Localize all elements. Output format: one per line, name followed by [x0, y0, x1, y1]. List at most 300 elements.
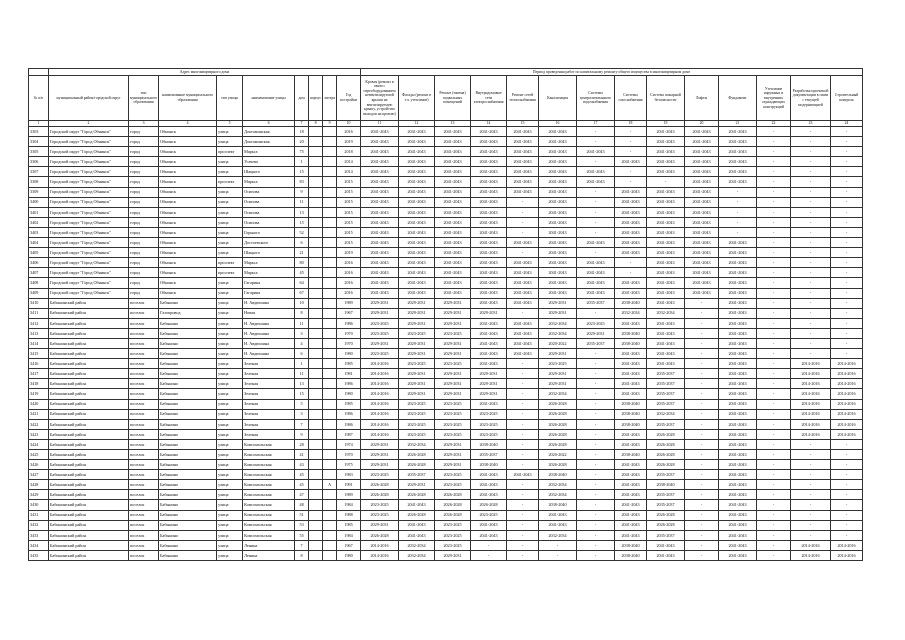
table-cell: 3309	[29, 187, 49, 197]
table-cell: 7	[295, 540, 309, 550]
table-cell: 2029-2031	[399, 298, 435, 308]
table-cell: улица	[217, 137, 243, 147]
table-cell: 28	[295, 439, 309, 449]
table-cell: 2041-2043	[435, 147, 471, 157]
table-row	[29, 167, 863, 177]
column-header: Строительный контроль	[831, 76, 863, 121]
table-cell: 2015	[337, 207, 361, 217]
table-cell: 1	[295, 157, 309, 167]
table-cell: 2026-2028	[539, 399, 577, 409]
table-cell: -	[791, 318, 831, 328]
table-cell: поселок	[129, 328, 159, 338]
table-cell: 2041-2043	[719, 460, 757, 470]
table-row	[29, 227, 863, 237]
table-cell: 7	[295, 419, 309, 429]
table-cell: проспект	[217, 268, 243, 278]
table-cell: Обнинск	[159, 278, 217, 288]
table-row	[29, 308, 863, 318]
table-cell: Маркса	[243, 147, 295, 157]
table-cell: -	[757, 429, 791, 439]
table-cell: 2026-2028	[471, 500, 507, 510]
table-cell: 2029-2031	[399, 480, 435, 490]
table-cell: Н. Авдюшина	[243, 328, 295, 338]
table-cell: Бабынинский район	[49, 359, 129, 369]
table-cell: 2041-2043	[685, 238, 719, 248]
table-cell: 1984	[337, 530, 361, 540]
table-row	[29, 389, 863, 399]
table-cell: 2041-2043	[615, 369, 647, 379]
table-cell	[323, 359, 337, 369]
table-cell: 2029-2031	[399, 369, 435, 379]
table-cell: 41	[295, 450, 309, 460]
table-cell: 2041-2043	[361, 147, 399, 157]
table-cell: 8	[295, 550, 309, 560]
table-cell: Городской округ "Город Обнинск"	[49, 147, 129, 157]
table-cell: 53	[295, 520, 309, 530]
table-cell: -	[831, 248, 863, 258]
table-cell: -	[757, 338, 791, 348]
table-cell: 55	[295, 530, 309, 540]
table-cell: -	[791, 217, 831, 227]
table-cell: 2023-2025	[435, 470, 471, 480]
table-cell: Городской округ "Город Обнинск"	[49, 207, 129, 217]
table-cell: 2026-2028	[399, 450, 435, 460]
table-cell: 2041-2043	[471, 268, 507, 278]
table-cell: 2041-2043	[507, 137, 539, 147]
table-cell: 2035-2037	[647, 399, 685, 409]
table-cell: 1980	[337, 349, 361, 359]
table-cell	[323, 369, 337, 379]
table-cell: -	[791, 167, 831, 177]
table-cell: -	[791, 328, 831, 338]
table-cell	[309, 238, 323, 248]
table-cell: 2029-2031	[435, 369, 471, 379]
table-cell: 3411	[29, 308, 49, 318]
table-cell: поселок	[129, 359, 159, 369]
table-cell: Бабынинский район	[49, 460, 129, 470]
table-cell: 2014-2016	[791, 540, 831, 550]
table-header	[29, 69, 863, 127]
table-cell: -	[757, 550, 791, 560]
table-row	[29, 500, 863, 510]
table-cell: -	[577, 379, 615, 389]
table-cell: -	[831, 127, 863, 137]
table-cell: 2041-2043	[647, 550, 685, 560]
table-cell: -	[831, 490, 863, 500]
table-cell	[323, 197, 337, 207]
column-number: 5	[217, 121, 243, 127]
table-cell: 2029-2031	[435, 460, 471, 470]
table-cell: -	[791, 157, 831, 167]
table-cell	[309, 338, 323, 348]
table-cell: 2041-2043	[361, 278, 399, 288]
table-cell: 51	[295, 510, 309, 520]
table-cell: 2023-2025	[399, 409, 435, 419]
table-cell	[309, 308, 323, 318]
table-cell: 2020-2022	[539, 450, 577, 460]
column-header: Внутридомовые сети электроснабжения	[471, 76, 507, 121]
table-cell: -	[791, 238, 831, 248]
table-cell: Городской округ "Город Обнинск"	[49, 167, 129, 177]
table-cell: Бабынино	[159, 318, 217, 328]
table-cell: 2041-2043	[647, 349, 685, 359]
table-cell: -	[507, 540, 539, 550]
table-cell: 3403	[29, 227, 49, 237]
table-cell: 2041-2043	[507, 127, 539, 137]
table-cell: -	[685, 359, 719, 369]
table-cell	[309, 147, 323, 157]
table-cell: 2015	[337, 217, 361, 227]
table-cell: 2041-2043	[471, 298, 507, 308]
table-cell: поселок	[129, 409, 159, 419]
table-cell: -	[507, 460, 539, 470]
table-cell: 1	[295, 359, 309, 369]
table-cell: -	[577, 409, 615, 419]
table-cell: -	[757, 217, 791, 227]
table-cell: Бабынинский район	[49, 540, 129, 550]
table-cell	[323, 520, 337, 530]
table-cell: -	[507, 520, 539, 530]
table-cell	[323, 500, 337, 510]
table-cell: 3425	[29, 450, 49, 460]
table-cell: -	[791, 349, 831, 359]
table-cell: город	[129, 127, 159, 137]
table-cell: -	[757, 540, 791, 550]
table-cell: -	[507, 510, 539, 520]
table-cell: 8	[295, 308, 309, 318]
table-cell: 2041-2043	[507, 338, 539, 348]
table-cell: 2041-2043	[685, 207, 719, 217]
table-cell: Комсомольская	[243, 460, 295, 470]
table-cell: 1970	[337, 328, 361, 338]
table-row	[29, 480, 863, 490]
table-cell: город	[129, 258, 159, 268]
table-cell: 2014-2016	[831, 409, 863, 419]
table-cell: улица	[217, 470, 243, 480]
table-cell: 2041-2043	[361, 157, 399, 167]
table-cell: 2041-2043	[615, 238, 647, 248]
table-cell: -	[615, 137, 647, 147]
table-cell: 2016	[337, 278, 361, 288]
table-cell: улица	[217, 540, 243, 550]
table-cell: Городской округ "Город Обнинск"	[49, 187, 129, 197]
table-cell: Бабынинский район	[49, 500, 129, 510]
table-cell: 67	[295, 288, 309, 298]
table-cell: 2035-2037	[399, 470, 435, 480]
table-cell: Бабынинский район	[49, 450, 129, 460]
table-cell: Бабынинский район	[49, 308, 129, 318]
table-cell: 2023-2025	[399, 419, 435, 429]
table-cell: 2041-2043	[507, 349, 539, 359]
table-cell: 2023-2025	[435, 409, 471, 419]
column-number: 11	[361, 121, 399, 127]
table-cell: -	[507, 227, 539, 237]
table-cell: Обнинск	[159, 207, 217, 217]
table-cell: -	[577, 157, 615, 167]
column-number: 9	[323, 121, 337, 127]
table-cell: 2041-2043	[577, 268, 615, 278]
table-cell: -	[685, 450, 719, 460]
table-cell: 2041-2043	[539, 258, 577, 268]
table-cell	[323, 278, 337, 288]
table-cell: 1986	[337, 419, 361, 429]
table-cell: -	[577, 369, 615, 379]
table-cell: 2041-2043	[471, 147, 507, 157]
table-cell: Бабынино	[159, 429, 217, 439]
table-cell: 52	[295, 227, 309, 237]
table-cell: улица	[217, 328, 243, 338]
table-cell: -	[757, 490, 791, 500]
table-cell: 47	[295, 490, 309, 500]
table-cell: -	[685, 389, 719, 399]
table-cell: улица	[217, 510, 243, 520]
table-cell: Бабынинский район	[49, 369, 129, 379]
table-cell: 2041-2043	[539, 510, 577, 520]
table-cell	[323, 550, 337, 560]
table-cell: 2029-2031	[577, 328, 615, 338]
table-cell: 80	[295, 258, 309, 268]
table-cell: 2041-2043	[361, 238, 399, 248]
table-cell: 2032-2034	[615, 308, 647, 318]
table-cell: улица	[217, 238, 243, 248]
table-cell: -	[757, 450, 791, 460]
table-cell: 2041-2043	[719, 308, 757, 318]
table-cell: 2041-2043	[471, 530, 507, 540]
table-cell: Н. Авдюшина	[243, 318, 295, 328]
table-cell: поселок	[129, 460, 159, 470]
table-cell: 2038-2040	[471, 460, 507, 470]
table-cell: 2041-2043	[577, 147, 615, 157]
table-cell: 2041-2043	[539, 268, 577, 278]
table-cell: 1970	[337, 338, 361, 348]
table-cell: 2026-2028	[361, 530, 399, 540]
table-cell: 2023-2025	[435, 419, 471, 429]
table-cell: -	[577, 520, 615, 530]
table-cell: 2041-2043	[507, 167, 539, 177]
table-cell: Ленина	[243, 540, 295, 550]
table-cell: -	[791, 530, 831, 540]
table-cell: -	[757, 207, 791, 217]
table-cell: 2029-2031	[361, 450, 399, 460]
table-cell: -	[577, 207, 615, 217]
table-cell: 3	[295, 409, 309, 419]
table-cell: -	[685, 510, 719, 520]
table-row	[29, 490, 863, 500]
table-cell: -	[577, 137, 615, 147]
table-cell: Комсомольская	[243, 490, 295, 500]
table-cell: 2026-2028	[647, 439, 685, 449]
table-cell: 2032-2034	[647, 308, 685, 318]
table-cell: 1984	[337, 500, 361, 510]
table-cell: 5	[295, 399, 309, 409]
table-cell: 2041-2043	[361, 258, 399, 268]
column-number: 3	[129, 121, 159, 127]
table-cell: Бабынино	[159, 409, 217, 419]
table-cell: 2041-2043	[719, 500, 757, 510]
table-cell: Маркса	[243, 268, 295, 278]
table-cell	[323, 419, 337, 429]
table-cell	[309, 278, 323, 288]
table-cell: 2032-2034	[539, 530, 577, 540]
table-cell: 2026-2028	[539, 429, 577, 439]
table-cell: 2041-2043	[719, 318, 757, 328]
table-cell: 2014-2016	[791, 399, 831, 409]
table-cell: 2041-2043	[507, 268, 539, 278]
table-cell: Новая	[243, 308, 295, 318]
table-cell: 2035-2037	[647, 490, 685, 500]
table-cell: -	[791, 510, 831, 520]
table-cell: 2015	[337, 197, 361, 207]
table-cell: поселок	[129, 399, 159, 409]
table-cell: улица	[217, 308, 243, 318]
table-cell: -	[791, 227, 831, 237]
table-cell: 2023-2025	[361, 349, 399, 359]
table-cell: -	[791, 460, 831, 470]
table-cell: Бабынино	[159, 500, 217, 510]
table-cell: Бабынинский район	[49, 429, 129, 439]
table-cell: 2041-2043	[471, 338, 507, 348]
table-cell: 2041-2043	[685, 127, 719, 137]
table-cell: 2041-2043	[539, 167, 577, 177]
table-cell: 2041-2043	[615, 227, 647, 237]
table-cell: Ленина	[243, 550, 295, 560]
table-cell: 2026-2028	[435, 510, 471, 520]
table-cell: Городской округ "Город Обнинск"	[49, 248, 129, 258]
table-cell: 2041-2043	[615, 157, 647, 167]
table-cell: улица	[217, 389, 243, 399]
table-cell: 2041-2043	[615, 359, 647, 369]
table-cell: 2023-2025	[435, 540, 471, 550]
table-cell: Бабынино	[159, 369, 217, 379]
column-number: 14	[471, 121, 507, 127]
table-cell: Доктоминская	[243, 127, 295, 137]
table-row	[29, 409, 863, 419]
table-cell: 2041-2043	[685, 248, 719, 258]
table-cell: 2023-2025	[471, 419, 507, 429]
table-cell: Осипова	[243, 187, 295, 197]
table-cell	[323, 308, 337, 318]
table-cell: -	[757, 187, 791, 197]
table-cell: улица	[217, 500, 243, 510]
table-cell: 2038-2040	[539, 470, 577, 480]
table-cell: -	[791, 338, 831, 348]
table-cell: город	[129, 137, 159, 147]
table-cell: 2026-2028	[539, 419, 577, 429]
table-cell: 2041-2043	[719, 439, 757, 449]
table-cell	[323, 530, 337, 540]
table-cell: Бабынинский район	[49, 349, 129, 359]
table-cell: улица	[217, 187, 243, 197]
table-cell	[309, 127, 323, 137]
table-cell: 2041-2043	[507, 177, 539, 187]
table-cell: 2041-2043	[719, 379, 757, 389]
table-cell: Комсомольская	[243, 470, 295, 480]
table-cell: 2041-2043	[539, 288, 577, 298]
table-cell: 2041-2043	[361, 187, 399, 197]
table-cell: 2041-2043	[435, 207, 471, 217]
table-cell: -	[577, 308, 615, 318]
table-cell: Обнинск	[159, 197, 217, 207]
table-cell: 1967	[337, 308, 361, 318]
header-blank	[29, 69, 49, 76]
table-cell: 2041-2043	[719, 540, 757, 550]
table-cell: -	[831, 338, 863, 348]
table-cell: 2041-2043	[647, 147, 685, 157]
column-header: тип муниципального образования	[129, 76, 159, 121]
table-cell: Городской округ "Город Обнинск"	[49, 217, 129, 227]
table-cell: 2041-2043	[471, 258, 507, 268]
table-cell: -	[615, 127, 647, 137]
table-cell: 2041-2043	[399, 167, 435, 177]
table-cell: Комсомольская	[243, 480, 295, 490]
table-cell: 2014-2016	[791, 369, 831, 379]
table-cell: проспект	[217, 177, 243, 187]
table-cell: 2029-2031	[435, 349, 471, 359]
table-cell: -	[757, 328, 791, 338]
table-cell: Зеленая	[243, 409, 295, 419]
table-cell: 3308	[29, 177, 49, 187]
table-cell: -	[791, 207, 831, 217]
column-header: Системы газоснабжения	[615, 76, 647, 121]
table-cell: Гагарина	[243, 288, 295, 298]
table-cell: -	[831, 349, 863, 359]
table-cell: 2023-2025	[435, 480, 471, 490]
table-cell: 9	[295, 187, 309, 197]
table-cell: Бабынино	[159, 338, 217, 348]
table-cell: -	[577, 197, 615, 207]
table-cell: 2041-2043	[647, 278, 685, 288]
table-cell: Зеленая	[243, 369, 295, 379]
table-cell: -	[507, 409, 539, 419]
table-cell: -	[577, 349, 615, 359]
table-cell: -	[791, 480, 831, 490]
table-cell: 2041-2043	[647, 338, 685, 348]
table-cell: Н. Авдюшина	[243, 298, 295, 308]
table-cell: 2041-2043	[471, 349, 507, 359]
table-cell: -	[791, 197, 831, 207]
table-cell: 3417	[29, 369, 49, 379]
table-cell: 2014-2016	[361, 429, 399, 439]
table-cell: 2041-2043	[399, 177, 435, 187]
table-cell: 3304	[29, 137, 49, 147]
table-cell: 3431	[29, 510, 49, 520]
table-cell: 2041-2043	[647, 318, 685, 328]
table-cell: 2041-2043	[471, 177, 507, 187]
table-cell: 3434	[29, 540, 49, 550]
table-cell: 2014-2016	[831, 419, 863, 429]
table-cell: -	[831, 460, 863, 470]
table-cell: -	[577, 399, 615, 409]
table-cell	[309, 197, 323, 207]
table-cell: Городской округ "Город Обнинск"	[49, 238, 129, 248]
table-cell: 2041-2043	[399, 530, 435, 540]
table-cell: 3433	[29, 530, 49, 540]
table-cell: 21	[295, 248, 309, 258]
table-cell: улица	[217, 369, 243, 379]
table-cell: 2041-2043	[471, 470, 507, 480]
column-header: литера	[323, 76, 337, 121]
table-cell: 2041-2043	[719, 157, 757, 167]
table-cell: -	[791, 298, 831, 308]
table-cell: 2041-2043	[647, 207, 685, 217]
table-cell: Осипова	[243, 197, 295, 207]
table-cell: -	[507, 550, 539, 560]
table-cell: улица	[217, 530, 243, 540]
table-cell: Бабынино	[159, 540, 217, 550]
table-cell: 2041-2043	[471, 359, 507, 369]
table-cell: 2041-2043	[471, 238, 507, 248]
table-cell: -	[577, 510, 615, 520]
